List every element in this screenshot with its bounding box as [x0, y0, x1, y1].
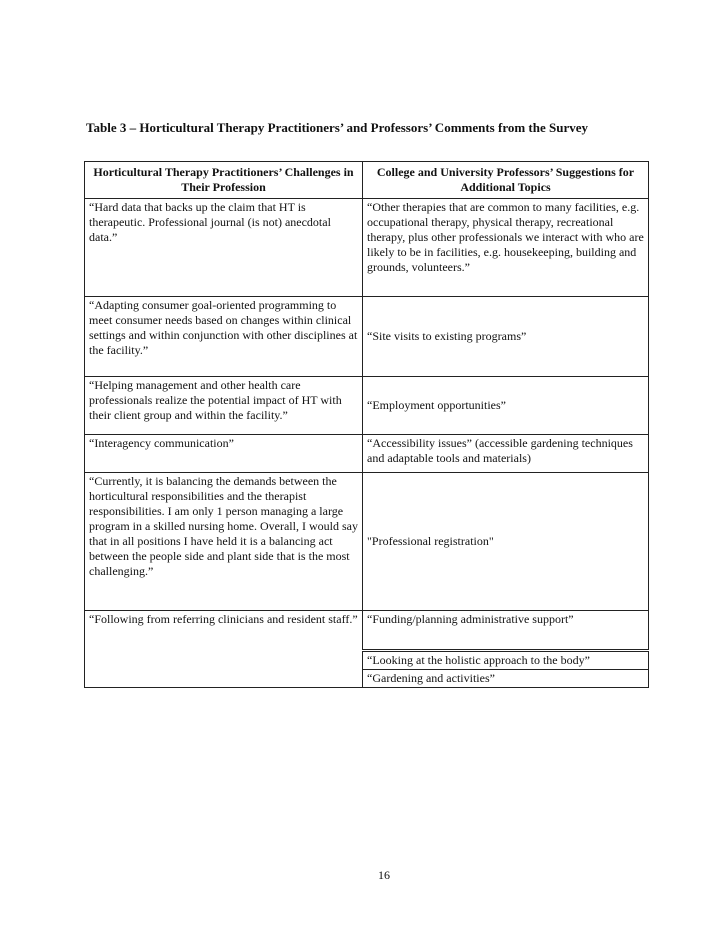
header-practitioners-challenges: Horticultural Therapy Practitioners’ Challenges in Their Profession: [85, 162, 363, 199]
table-caption: Table 3 – Horticultural Therapy Practitioners’ and Professors’ Comments from the Survey: [86, 120, 589, 135]
professor-suggestion: “Employment opportunities”: [363, 377, 649, 435]
table-row: [85, 435, 649, 473]
professor-suggestion: “Accessibility issues” (accessible gardening techniques and adaptable tools and materials): [363, 435, 649, 473]
practitioner-comment: “Adapting consumer goal-oriented programming to meet consumer needs based on changes within clinical settings and within conjunction with other disciplines at the facility.”: [85, 297, 363, 377]
practitioner-comment: “Following from referring clinicians and resident staff.”: [85, 611, 363, 688]
table-header-row: [85, 162, 649, 199]
table-row: [85, 199, 649, 297]
table-row: [85, 297, 649, 377]
professor-suggestion: “Site visits to existing programs”: [363, 297, 649, 377]
table-row: [85, 377, 649, 435]
practitioner-comment: “Hard data that backs up the claim that HT is therapeutic. Professional journal (is not) anecdotal data.”: [85, 199, 363, 297]
table-row: [85, 611, 649, 651]
page-number: 16: [378, 868, 390, 882]
professor-suggestion: “Looking at the holistic approach to the body”: [363, 651, 649, 670]
practitioner-comment: “Currently, it is balancing the demands between the horticultural responsibilities and the therapist responsibilities. I am only 1 person managing a large program in a skilled nursing home. Overall, I would say that in all positions I have held it is a balancing act between the people side and plant side that is the most challenging.”: [85, 473, 363, 611]
professor-suggestion: "Professional registration": [363, 473, 649, 611]
practitioner-comment: “Helping management and other health care professionals realize the potential impact of HT with their client group and within the facility.”: [85, 377, 363, 435]
header-professors-suggestions: College and University Professors’ Suggestions for Additional Topics: [363, 162, 649, 199]
comments-table: [84, 161, 649, 688]
professor-suggestion: “Gardening and activities”: [363, 670, 649, 688]
practitioner-comment: “Interagency communication”: [85, 435, 363, 473]
professor-suggestion: “Other therapies that are common to many facilities, e.g. occupational therapy, physical therapy, recreational therapy, plus other professionals we interact with who are likely to be in facilities, e.g. housekeeping, building and grounds, volunteers.”: [363, 199, 649, 297]
table-row: [85, 473, 649, 611]
professor-suggestion: “Funding/planning administrative support”: [363, 611, 649, 651]
